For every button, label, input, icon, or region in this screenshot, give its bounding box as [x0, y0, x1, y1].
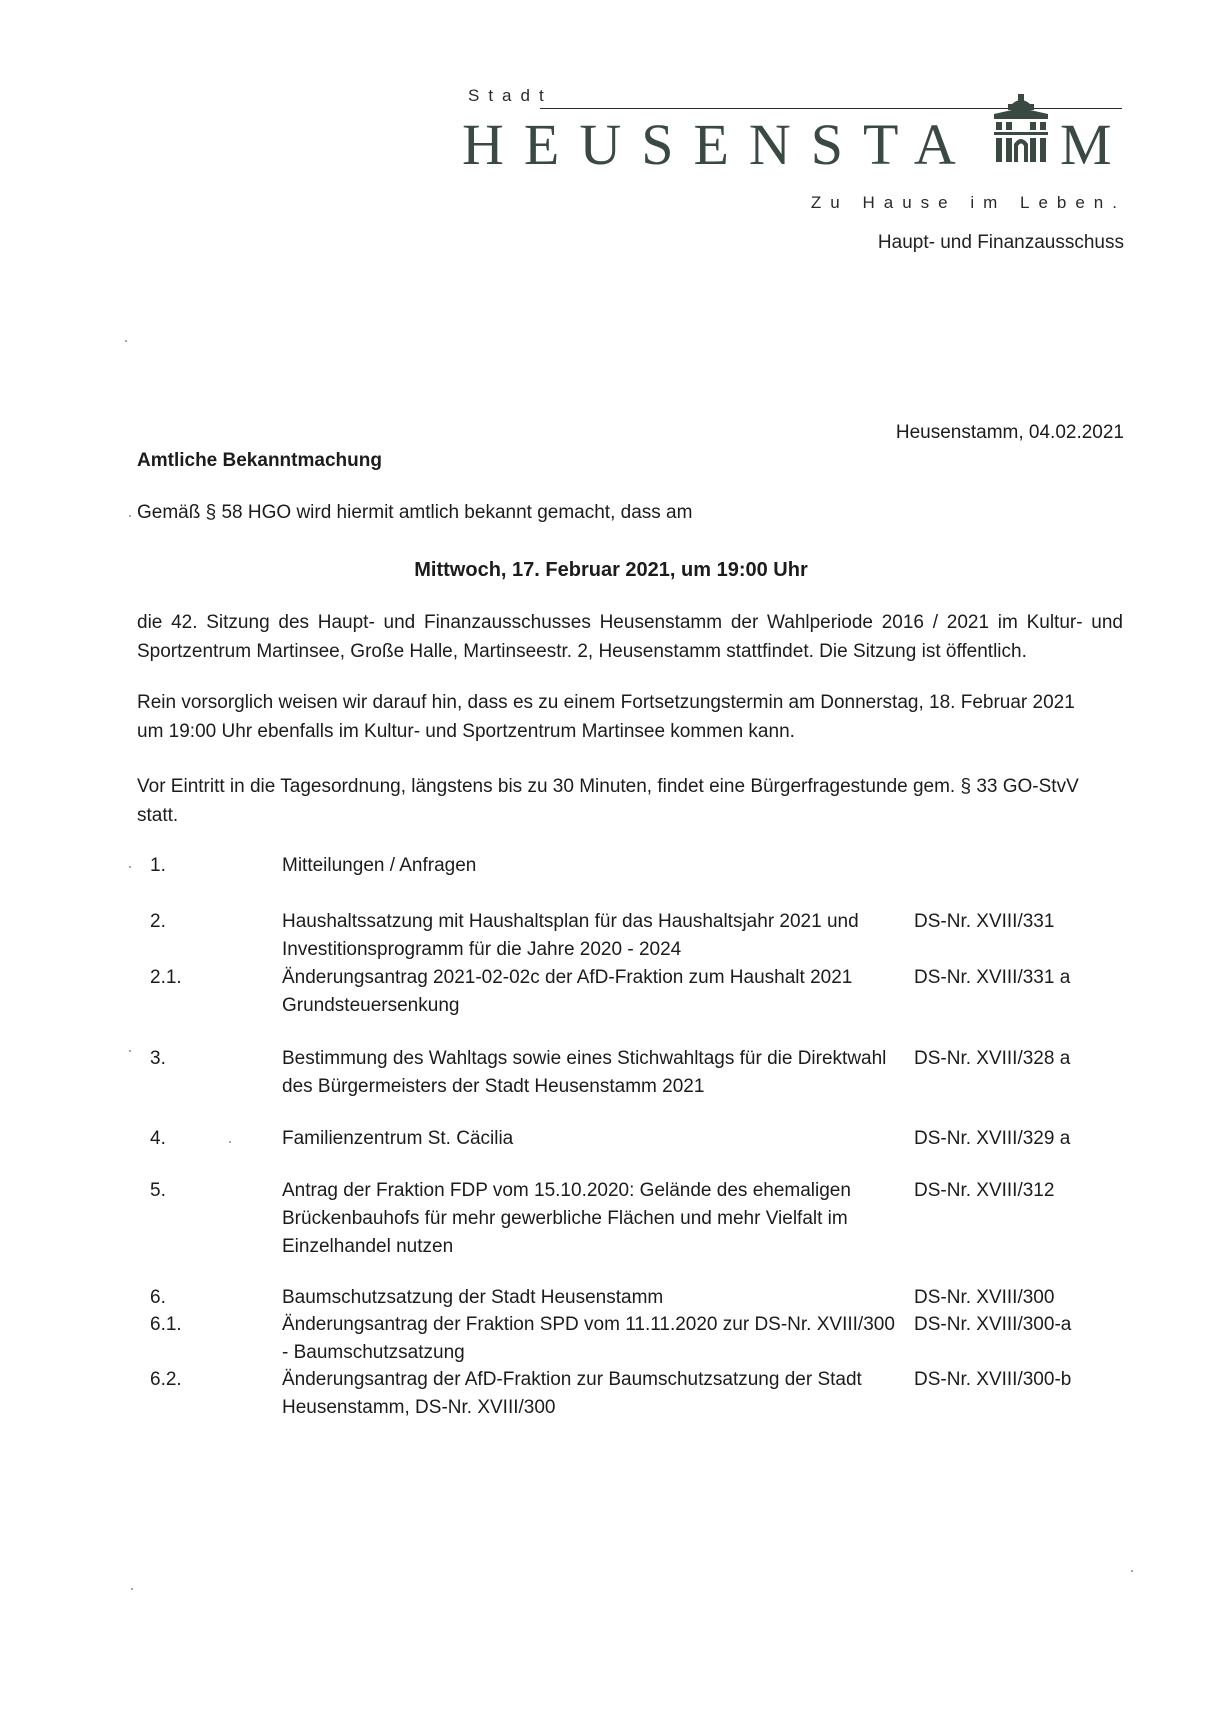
agenda-item-ds: DS-Nr. XVIII/331 a — [914, 967, 1071, 988]
agenda-item-number: 6.2. — [150, 1369, 182, 1390]
agenda-item-title: Mitteilungen / Anfragen — [282, 855, 477, 876]
agenda-item-number: 4. — [150, 1128, 166, 1149]
scan-speck — [129, 1050, 131, 1052]
agenda-item-ds: DS-Nr. XVIII/329 a — [914, 1128, 1071, 1149]
continuation-line-1: Rein vorsorglich weisen wir darauf hin, dass es zu einem Fortsetzungstermin am Donnerstag, 18. Februar 2021 — [137, 692, 1075, 713]
scan-speck — [229, 1141, 231, 1143]
agenda-item-number: 5. — [150, 1180, 166, 1201]
agenda-item-number: 1. — [150, 855, 166, 876]
letterhead-city-name-end: M — [1060, 112, 1112, 177]
meeting-paragraph: die 42. Sitzung des Haupt- und Finanzausschusses Heusenstamm der Wahlperiode 2016 / 2021 im Kultur- und Sportzentrum Martinsee, Große Halle, Martinseestr. 2, Heusenstamm stattfindet. Die Sitzung ist öffentlich. — [137, 612, 1123, 662]
agenda-item-number: 2.1. — [150, 967, 182, 988]
agenda-item-ds: DS-Nr. XVIII/300-b — [914, 1369, 1072, 1390]
agenda-item-title: Familienzentrum St. Cäcilia — [282, 1128, 514, 1149]
agenda-item-title: Änderungsantrag 2021-02-02c der AfD-Fraktion zum Haushalt 2021 Grundsteuersenkung — [282, 967, 853, 1016]
continuation-paragraph — [137, 688, 1123, 746]
agenda-item-number: 3. — [150, 1048, 166, 1069]
agenda-item-title: Baumschutzsatzung der Stadt Heusenstamm — [282, 1287, 664, 1308]
letterhead-slogan: Zu Hause im Leben. — [810, 193, 1126, 212]
castle-logo-icon — [990, 92, 1052, 172]
agenda-item-ds: DS-Nr. XVIII/300 — [914, 1287, 1055, 1308]
agenda-item-title: Änderungsantrag der AfD-Fraktion zur Baumschutzsatzung der Stadt Heusenstamm, DS-Nr. XVIII/300 — [282, 1369, 862, 1418]
meeting-date: Mittwoch, 17. Februar 2021, um 19:00 Uhr — [414, 559, 808, 581]
citizen-questions-paragraph: Vor Eintritt in die Tagesordnung, längstens bis zu 30 Minuten, findet eine Bürgerfragestunde gem. § 33 GO-StvV statt. — [137, 776, 1079, 826]
agenda-item-title: Änderungsantrag der Fraktion SPD vom 11.11.2020 zur DS-Nr. XVIII/300 - Baumschutzsatzung — [282, 1314, 895, 1363]
agenda-item-ds: DS-Nr. XVIII/331 — [914, 911, 1055, 932]
scan-speck — [131, 1588, 133, 1590]
agenda-item-title: Antrag der Fraktion FDP vom 15.10.2020: Gelände des ehemaligen Brückenbauhofs für mehr gewerbliche Flächen und mehr Vielfalt im Einzelhandel nutzen — [282, 1180, 851, 1257]
scan-speck — [125, 340, 127, 342]
scan-speck — [129, 866, 131, 868]
intro-text: Gemäß § 58 HGO wird hiermit amtlich bekannt gemacht, dass am — [137, 502, 693, 523]
continuation-line-2: um 19:00 Uhr ebenfalls im Kultur- und Sportzentrum Martinsee kommen kann. — [137, 721, 795, 742]
letterhead-city-name: HEUSENSTA — [462, 112, 976, 177]
scan-speck — [129, 515, 131, 517]
document-heading: Amtliche Bekanntmachung — [137, 450, 382, 471]
agenda-item-number: 6. — [150, 1287, 166, 1308]
agenda-item-title: Haushaltssatzung mit Haushaltsplan für das Haushaltsjahr 2021 und Investitionsprogramm für die Jahre 2020 - 2024 — [282, 911, 859, 960]
agenda-item-title: Bestimmung des Wahltags sowie eines Stichwahltags für die Direktwahl des Bürgermeisters der Stadt Heusenstamm 2021 — [282, 1048, 887, 1097]
agenda-item-ds: DS-Nr. XVIII/312 — [914, 1180, 1055, 1201]
scan-speck — [1131, 1570, 1133, 1572]
letterhead-stadt: Stadt — [468, 86, 553, 105]
agenda-item-ds: DS-Nr. XVIII/328 a — [914, 1048, 1071, 1069]
agenda-item-number: 2. — [150, 911, 166, 932]
letterhead-department: Haupt- und Finanzausschuss — [877, 232, 1124, 253]
agenda-item-ds: DS-Nr. XVIII/300-a — [914, 1314, 1072, 1335]
agenda-item-number: 6.1. — [150, 1314, 182, 1335]
document-date: Heusenstamm, 04.02.2021 — [895, 422, 1124, 443]
